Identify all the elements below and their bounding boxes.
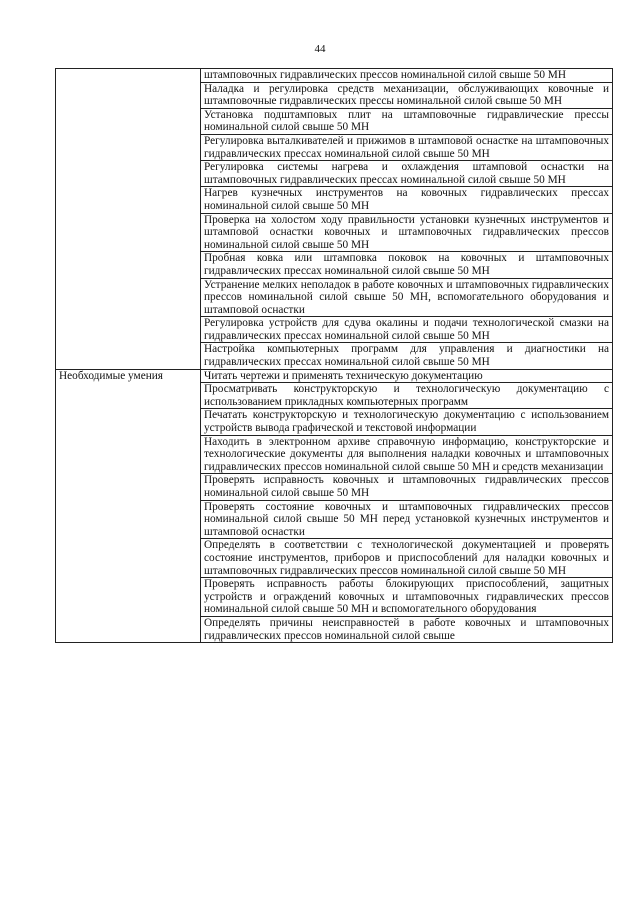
table-cell: Устранение мелких неполадок в работе ковочных и штамповочных гидравлических прессов номинальной силой свыше 50 МН, вспомогательного оборудования и штамповой оснастки xyxy=(201,278,613,317)
table-cell: Установка подштамповых плит на штамповочные гидравлические прессы номинальной силой свыше 50 МН xyxy=(201,108,613,134)
table-row xyxy=(56,369,613,383)
competency-table xyxy=(55,68,613,643)
table-cell: Пробная ковка или штамповка поковок на ковочных и штамповочных гидравлических прессах номинальной силой свыше 50 МН xyxy=(201,252,613,278)
table-cell: Проверка на холостом ходу правильности установки кузнечных инструментов и штамповой оснастки ковочных и штамповочных гидравлических прессов номинальной силой свыше 50 МН xyxy=(201,213,613,252)
table-cell: Определять причины неисправностей в работе ковочных и штамповочных гидравлических прессов номинальной силой свыше xyxy=(201,616,613,642)
table-cell: Читать чертежи и применять техническую документацию xyxy=(201,369,613,383)
table-row xyxy=(56,69,613,83)
table-cell: Регулировка выталкивателей и прижимов в штамповой оснастке на штамповочных гидравлических прессах номинальной силой свыше 50 МН xyxy=(201,134,613,160)
table-cell: Настройка компьютерных программ для управления и диагностики на гидравлических прессах номинальной силой свыше 50 МН xyxy=(201,343,613,369)
table-cell: Проверять исправность работы блокирующих приспособлений, защитных устройств и ограждений ковочных и штамповочных гидравлических прессов номинальной силой свыше 50 МН и вспомогательного оборудования xyxy=(201,578,613,617)
page-number: 44 xyxy=(314,43,326,55)
table-cell: Нагрев кузнечных инструментов на ковочных гидравлических прессах номинальной силой свыше 50 МН xyxy=(201,187,613,213)
table-cell: штамповочных гидравлических прессов номинальной силой свыше 50 МН xyxy=(201,69,613,83)
section-label: Необходимые умения xyxy=(56,369,201,642)
table-cell: Просматривать конструкторскую и технологическую документацию с использованием прикладных компьютерных программ xyxy=(201,383,613,409)
table-cell: Проверять исправность ковочных и штамповочных гидравлических прессов номинальной силой свыше 50 МН xyxy=(201,474,613,500)
table-cell: Наладка и регулировка средств механизации, обслуживающих ковочные и штамповочные гидравлических прессы номинальной силой свыше 50 МН xyxy=(201,82,613,108)
table-cell: Регулировка системы нагрева и охлаждения штамповой оснастки на штамповочных гидравлических прессах номинальной силой свыше 50 МН xyxy=(201,161,613,187)
section-label-empty xyxy=(56,69,201,370)
table-cell: Печатать конструкторскую и технологическую документацию с использованием устройств вывода графической и текстовой информации xyxy=(201,409,613,435)
table-body xyxy=(56,69,613,643)
table-cell: Регулировка устройств для сдува окалины и подачи технологической смазки на гидравлических прессах номинальной силой свыше 50 МН xyxy=(201,317,613,343)
table-cell: Проверять состояние ковочных и штамповочных гидравлических прессов номинальной силой свыше 50 МН перед установкой кузнечных инструментов и штамповой оснастки xyxy=(201,500,613,539)
table-cell: Определять в соответствии с технологической документацией и проверять состояние инструментов, приборов и приспособлений для наладки ковочных и штамповочных гидравлических прессов номинальной силой свыше 50 МН xyxy=(201,539,613,578)
table-cell: Находить в электронном архиве справочную информацию, конструкторские и технологические документы для выполнения наладки ковочных и штамповочных гидравлических прессов номинальной силой свыше 50 МН и средств механизации xyxy=(201,435,613,474)
